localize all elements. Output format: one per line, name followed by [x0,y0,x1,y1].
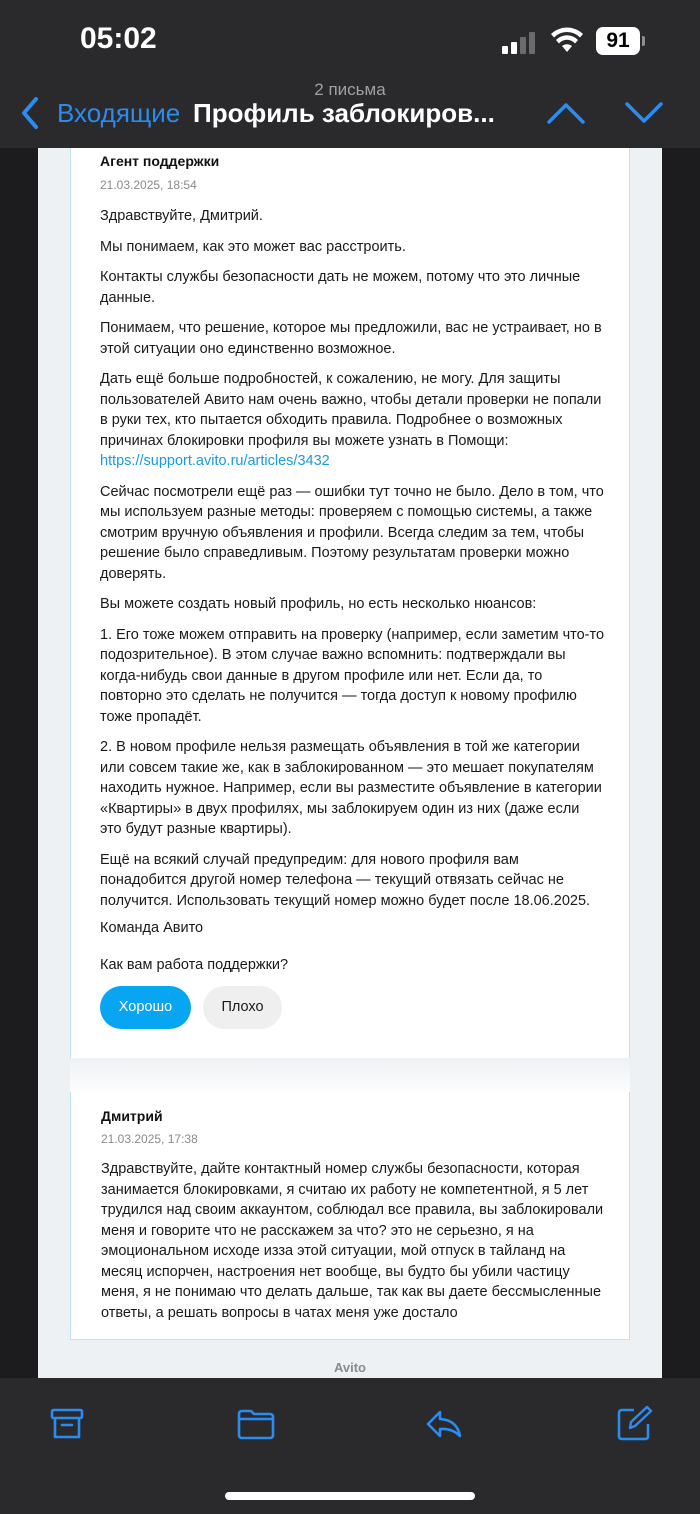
paragraph: Ещё на всякий случай предупредим: для нового профиля вам понадобится другой номер телефона — текущий отвязать сейчас не получится. Использовать текущий номер можно будет после 18.06.2025. [100,851,591,909]
paragraph: Вы можете создать новый профиль, но есть несколько нюансов: [100,596,537,612]
rate-good-button[interactable]: Хорошо [100,986,191,1029]
previous-message-chevron-up-icon[interactable] [546,100,586,126]
status-time: 05:02 [80,22,157,55]
user-message [70,1092,630,1340]
signature: Команда Авито [100,920,204,936]
reply-icon[interactable] [424,1404,464,1444]
paragraph: Мы понимаем, как это может вас расстроить. [100,238,406,255]
rate-bad-button[interactable]: Плохо [203,986,282,1029]
battery-icon [596,27,646,55]
message-body [100,206,605,921]
help-article-link[interactable]: https://support.avito.ru/articles/3432 [100,453,330,469]
paragraph: Здравствуйте, Дмитрий. [100,208,263,224]
home-indicator[interactable] [225,1492,475,1500]
folder-icon[interactable] [236,1404,276,1444]
paragraph-with-link [100,369,605,472]
back-chevron-icon[interactable] [20,96,40,130]
thread-count: 2 письма [314,80,386,99]
battery-level: 91 [596,27,640,55]
paragraph-text: Дать ещё больше подробностей, к сожалению, не могу. Для защиты пользователей Авито нам очень важно, чтобы детали проверки не попали в руки тех, кто пытается обходить правила. Подробнее о возможных причинах блокировки профиля вы можете узнать в Помощи: [100,371,602,449]
cellular-signal-icon [502,30,538,54]
message-date: 21.03.2025, 18:54 [100,178,197,192]
message-author: Агент поддержки [100,153,220,169]
paragraph: 2. В новом профиле нельзя размещать объявления в той же категории или совсем такие же, как в заблокированном — это мешает покупателям находить нужное. Например, если вы разместите объявление в категории «Квартиры» в двух профилях, мы заблокируем один из них (даже если это будут разные квартиры). [100,739,602,837]
compose-icon[interactable] [614,1404,654,1444]
support-message [70,148,630,1058]
back-button-inbox[interactable]: Входящие [57,98,181,128]
paragraph: 1. Его тоже можем отправить на проверку (например, если заметим что-то подозрительное). В этом случае важно вспомнить: подтверждали вы когда-нибудь свои данные в другом профиле или нет. Если да, то повторно это сделать не получится — тогда доступ к новому профилю тоже пропадёт. [100,626,605,725]
paragraph: Понимаем, что решение, которое мы предложили, вас не устраивает, но в этой ситуации оно единственно возможное. [100,320,602,357]
footer-brand: Avito [333,1360,367,1375]
rating-question: Как вам работа поддержки? [100,957,289,973]
wifi-icon [550,26,584,54]
paragraph: Контакты службы безопасности дать не можем, потому что это личные данные. [100,269,581,306]
email-subject: Профиль заблокиров... [193,98,495,128]
message-body: Здравствуйте, дайте контактный номер службы безопасности, которая занимается блокировками, я считаю их работу не компетентной, я 5 лет трудился над своим аккаунтом, соблюдал все правила, вы заблокировали меня и говорите что не расскажем за что? это не серьезно, я на эмоциональном исходе изза этой ситуации, мой отпуск в тайланд на месяц испорчен, настроения нет вообще, вы будто бы убили частицу меня, я не понимаю что делать дальше, так как вы даете бессмысленные ответы, а решать вопросы в чатах меня уже достало [101,1161,604,1321]
archive-icon[interactable] [47,1404,87,1444]
message-date: 21.03.2025, 17:38 [101,1132,198,1146]
next-message-chevron-down-icon[interactable] [624,100,664,126]
paragraph: Сейчас посмотрели ещё раз — ошибки тут точно не было. Дело в том, что мы используем разные методы: проверяем с помощью системы, а также смотрим вручную объявления и профили. Всегда следим за тем, чтобы решение было справедливым. Поэтому результатам проверки можно доверять. [100,483,604,582]
message-author: Дмитрий [101,1108,163,1124]
top-bar [0,0,700,148]
